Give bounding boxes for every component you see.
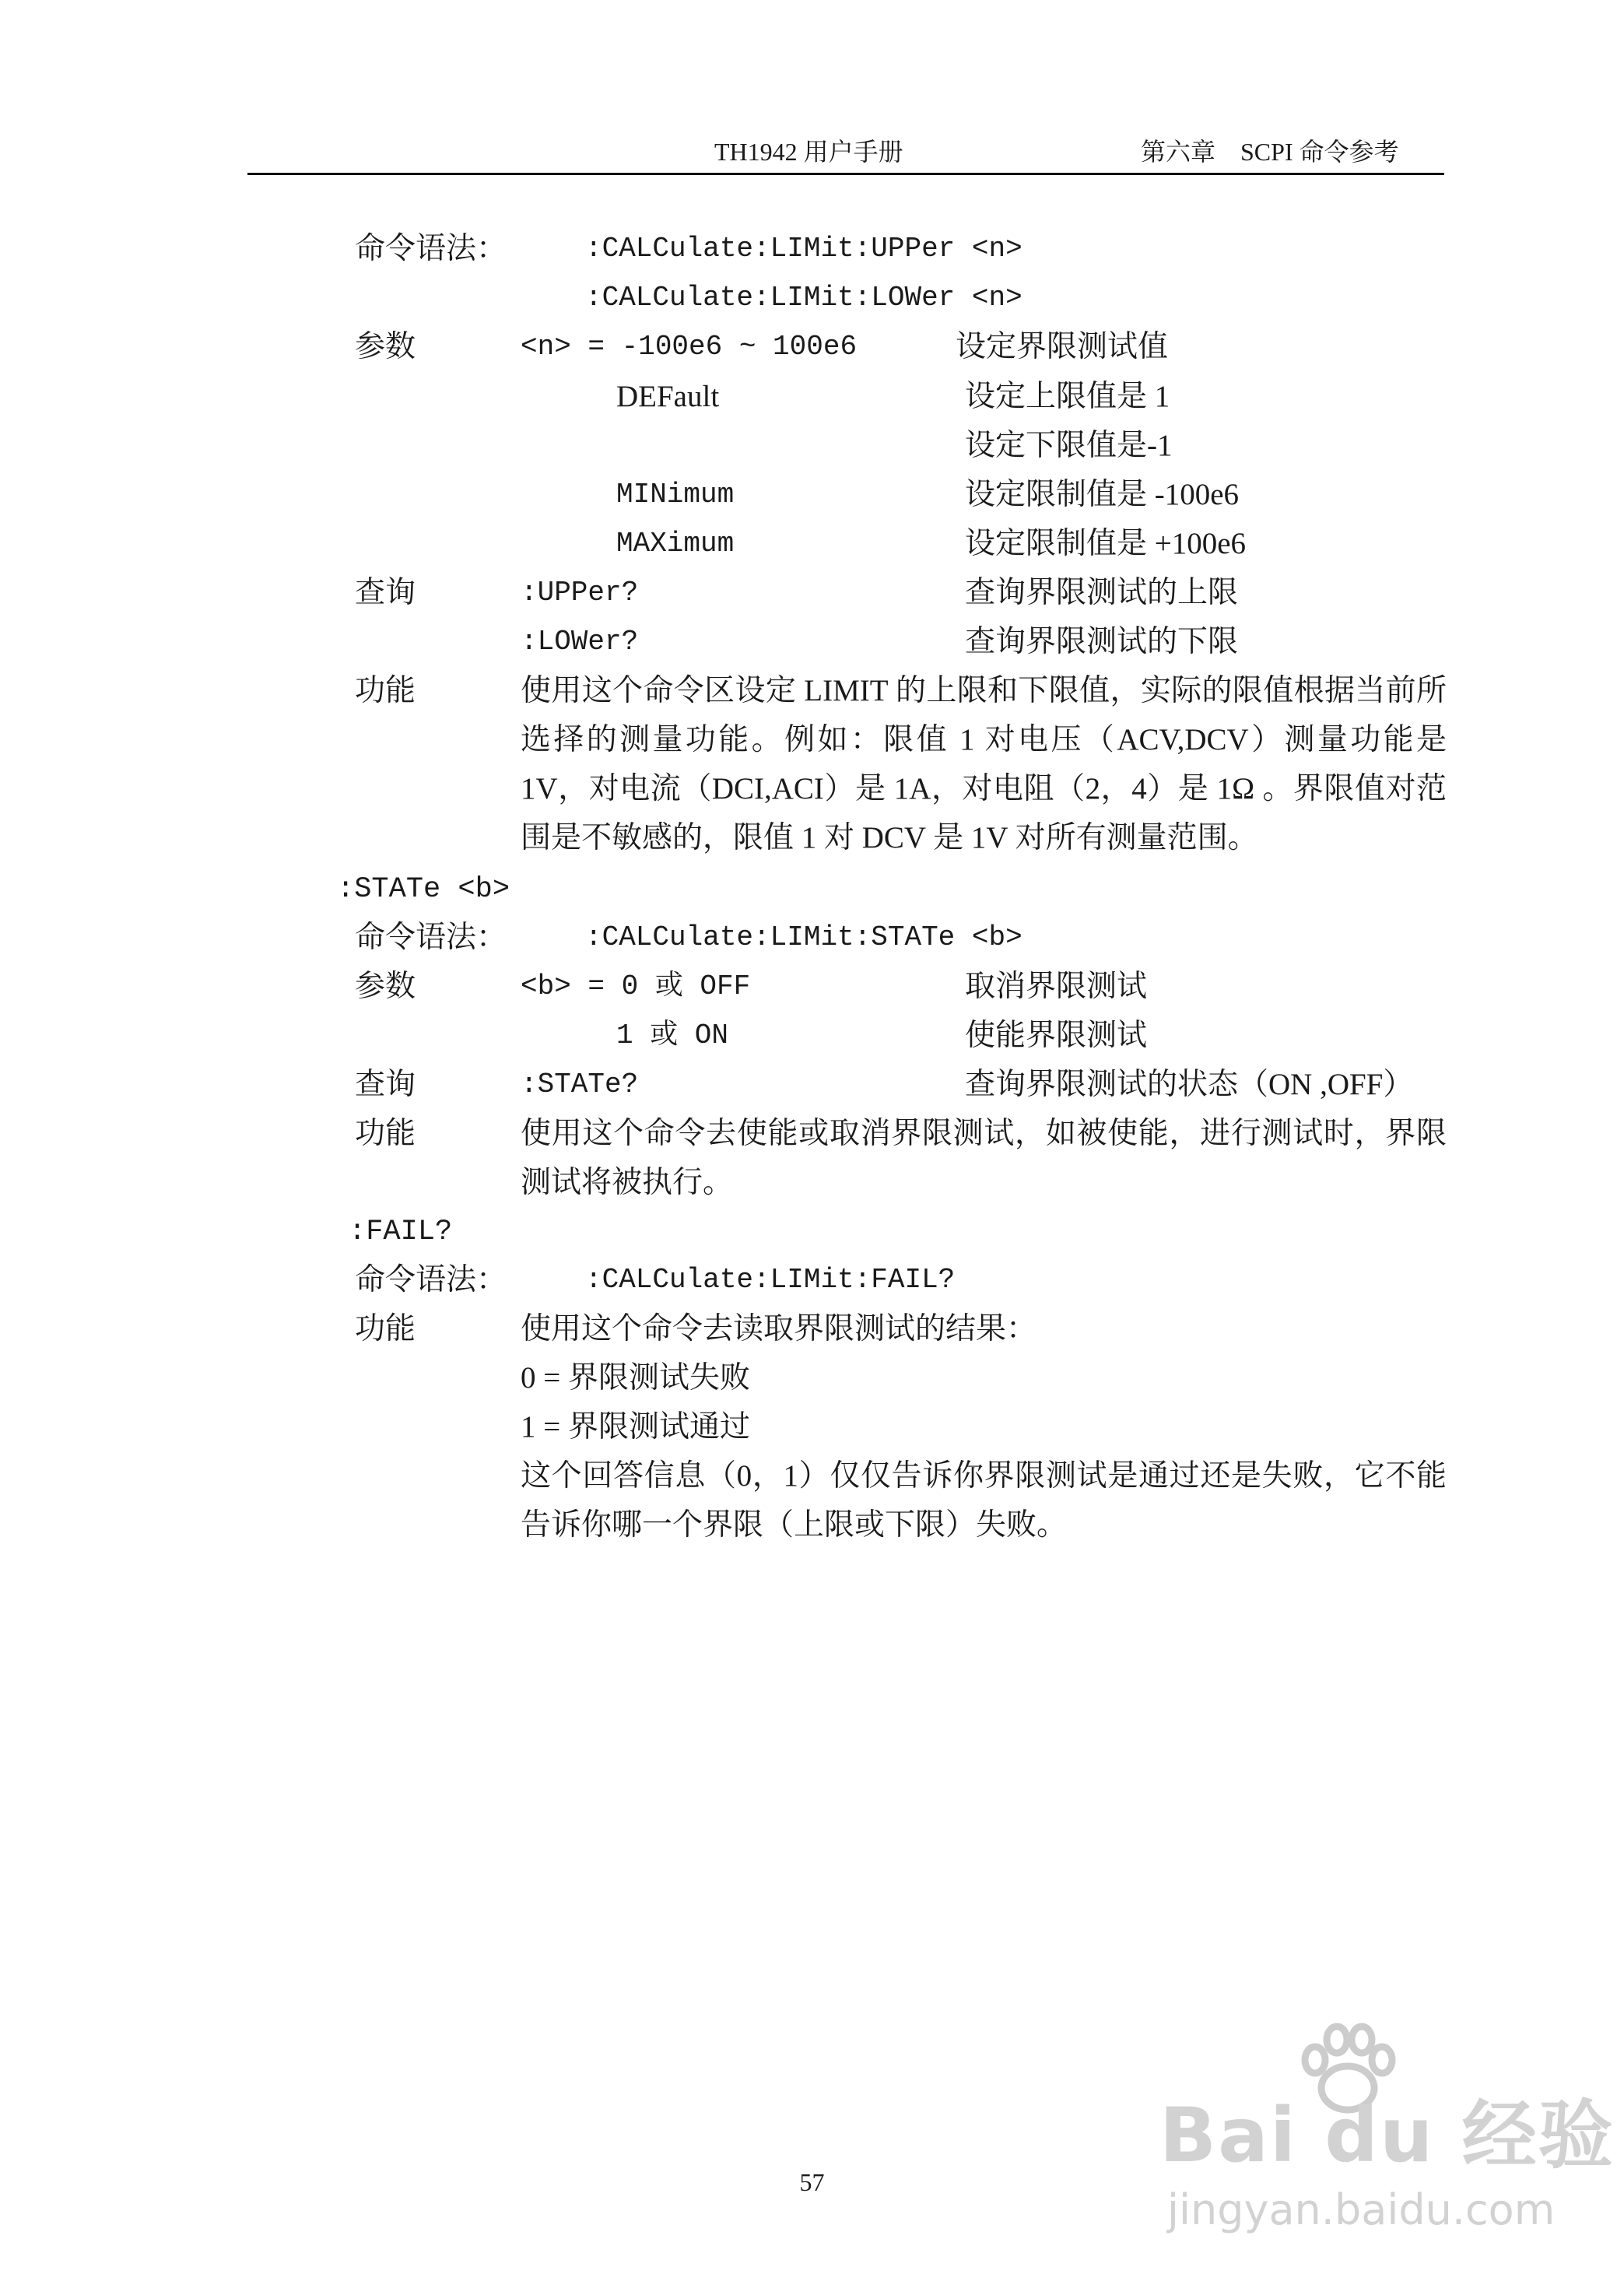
state-param-off: <b> = 0 或 OFF bbox=[521, 970, 751, 1002]
param-minimum-desc: 设定限制值是 -100e6 bbox=[965, 478, 1240, 511]
state-param-on-desc: 使能界限测试 bbox=[965, 1019, 1148, 1052]
function-label: 功能 bbox=[355, 674, 416, 707]
param-minimum: MINimum bbox=[616, 479, 735, 511]
fail-syntax-label: 命令语法： bbox=[355, 1263, 507, 1297]
state-function-description: 使用这个命令去使能或取消界限测试，如被使能，进行测试时，界限测试将被执行。 bbox=[521, 1117, 1447, 1199]
watermark-url: jingyan.baidu.com bbox=[1167, 2185, 1556, 2234]
page-number: 57 bbox=[799, 2168, 825, 2196]
fail-syntax: :CALCulate:LIMit:FAIL? bbox=[585, 1264, 956, 1296]
param-range: <n> = -100e6 ~ 100e6 bbox=[521, 331, 858, 363]
state-query: :STATe? bbox=[521, 1069, 639, 1100]
fail-command-title: :FAIL? bbox=[349, 1216, 453, 1248]
header-chapter-title: 第六章 SCPI 命令参考 bbox=[1141, 138, 1399, 166]
syntax-upper: :CALCulate:LIMit:UPPer <n> bbox=[585, 233, 1022, 265]
watermark-brand: Bai du 经验 bbox=[1159, 2092, 1615, 2179]
param-maximum-desc: 设定限制值是 +100e6 bbox=[965, 527, 1247, 560]
state-command-title: :STATe <b> bbox=[337, 873, 510, 906]
state-query-desc: 查询界限测试的状态（ON ,OFF） bbox=[965, 1068, 1414, 1101]
param-default-desc-lower: 设定下限值是-1 bbox=[965, 429, 1173, 462]
param-maximum: MAXimum bbox=[616, 528, 735, 560]
param-label: 参数 bbox=[355, 330, 416, 363]
fail-result-1: 1 = 界限测试通过 bbox=[521, 1410, 750, 1444]
query-lower-desc: 查询界限测试的下限 bbox=[965, 625, 1239, 658]
state-param-label: 参数 bbox=[355, 970, 416, 1003]
syntax-label: 命令语法： bbox=[355, 232, 507, 265]
state-syntax: :CALCulate:LIMit:STATe <b> bbox=[585, 921, 1022, 953]
fail-function-description: 这个回答信息（0，1）仅仅告诉你界限测试是通过还是失败，它不能告诉你哪一个界限（上限或下限）失败。 bbox=[521, 1459, 1447, 1542]
fail-result-0: 0 = 界限测试失败 bbox=[521, 1361, 750, 1395]
syntax-lower: :CALCulate:LIMit:LOWer <n> bbox=[585, 282, 1022, 314]
function-description: 使用这个命令区设定 LIMIT 的上限和下限值，实际的限值根据当前所选择的测量功能。例如：限值 1 对电压（ACV,DCV）测量功能是 1V，对电流（DCI,ACI）是 1A，对电阻（2，4）是 1Ω 。界限值对范围是不敏感的，限值 1 对 DCV 是 1V 对所有测量范围。 bbox=[521, 674, 1447, 854]
query-upper-desc: 查询界限测试的上限 bbox=[965, 576, 1239, 609]
state-query-label: 查询 bbox=[355, 1068, 416, 1101]
query-upper: :UPPer? bbox=[521, 577, 639, 609]
header-manual-title: TH1942 用户手册 bbox=[714, 138, 903, 166]
fail-function-line1: 使用这个命令去读取界限测试的结果： bbox=[521, 1312, 1037, 1346]
query-label: 查询 bbox=[355, 576, 416, 609]
state-param-off-desc: 取消界限测试 bbox=[965, 970, 1148, 1003]
query-lower: :LOWer? bbox=[521, 626, 639, 658]
state-function-label: 功能 bbox=[355, 1117, 416, 1150]
fail-function-label: 功能 bbox=[355, 1312, 416, 1346]
header-rule bbox=[247, 173, 1444, 175]
param-default: DEFault bbox=[616, 380, 720, 413]
state-param-on: 1 或 ON bbox=[616, 1019, 729, 1051]
state-syntax-label: 命令语法： bbox=[355, 921, 507, 954]
param-range-desc: 设定界限测试值 bbox=[956, 330, 1169, 363]
param-default-desc-upper: 设定上限值是 1 bbox=[965, 380, 1170, 413]
